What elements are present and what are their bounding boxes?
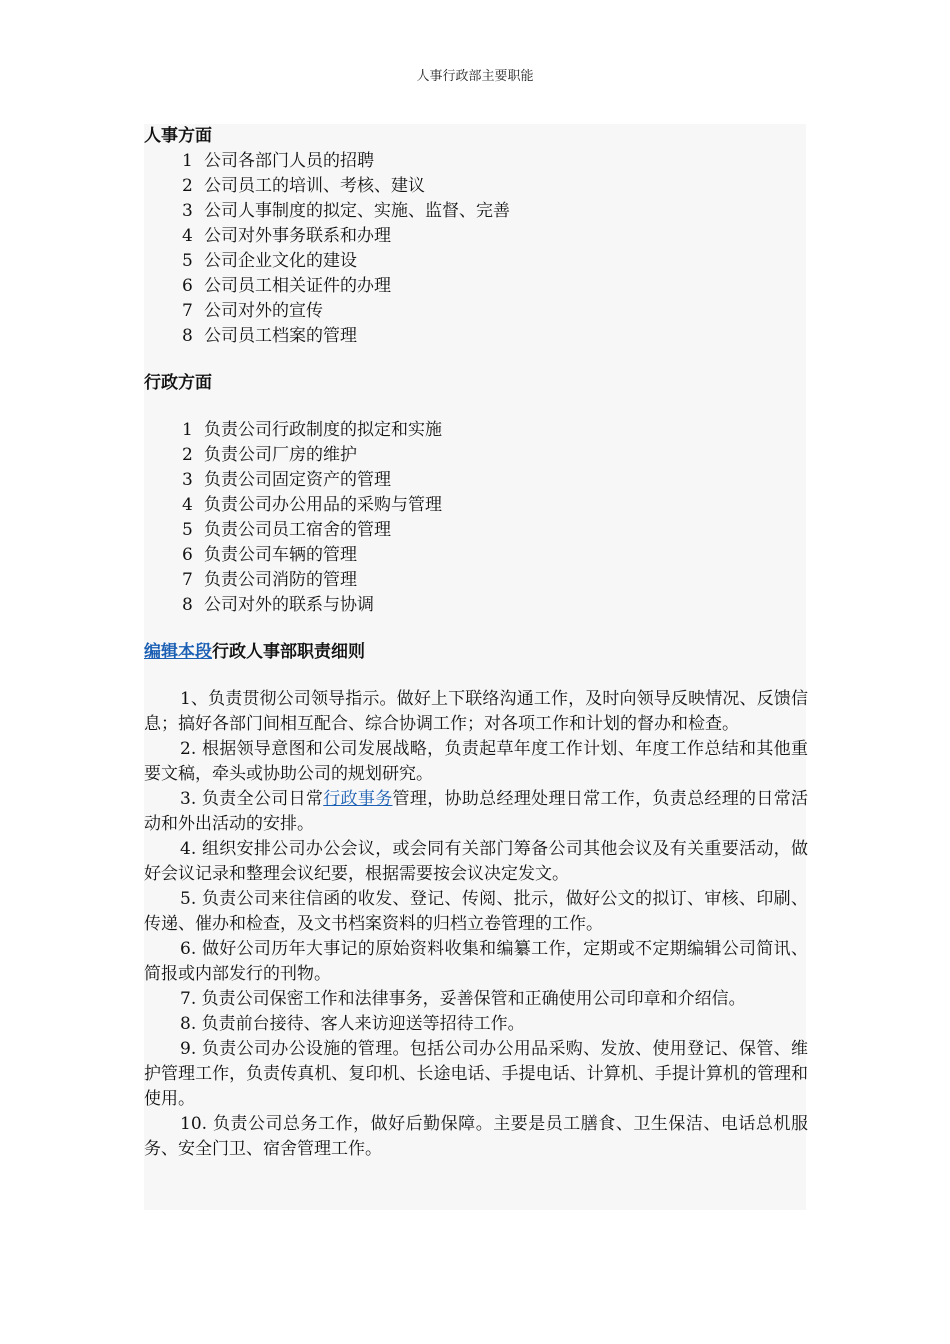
paragraph: 3. 负责全公司日常行政事务管理，协助总经理处理日常工作，负责总经理的日常活动和外出活动的安排。 [144, 789, 809, 834]
document-body [144, 124, 809, 1210]
paragraph: 6. 做好公司历年大事记的原始资料收集和编纂工作，定期或不定期编辑公司简讯、简报或内部发行的刊物。 [144, 939, 808, 984]
list-item: 3 公司人事制度的拟定、实施、监督、完善 [182, 201, 510, 221]
details-heading [144, 640, 365, 664]
personnel-heading: 人事方面 [144, 126, 212, 146]
admin-list [182, 418, 442, 618]
list-item: 6 负责公司车辆的管理 [182, 545, 357, 565]
list-item: 8 公司员工档案的管理 [182, 326, 357, 346]
paragraph: 2. 根据领导意图和公司发展战略，负责起草年度工作计划、年度工作总结和其他重要文稿，牵头或协助公司的规划研究。 [144, 739, 808, 784]
list-item: 1 负责公司行政制度的拟定和实施 [182, 420, 442, 440]
paragraph: 7. 负责公司保密工作和法律事务，妥善保管和正确使用公司印章和介绍信。 [180, 989, 746, 1009]
paragraph: 5. 负责公司来往信函的收发、登记、传阅、批示，做好公文的拟订、审核、印刷、传递、催办和检查，及文书档案资料的归档立卷管理的工作。 [144, 889, 808, 934]
list-item: 6 公司员工相关证件的办理 [182, 276, 391, 296]
paragraph: 9. 负责公司办公设施的管理。包括公司办公用品采购、发放、使用登记、保管、维护管理工作，负责传真机、复印机、长途电话、手提电话、计算机、手提计算机的管理和使用。 [144, 1039, 808, 1109]
list-item: 4 负责公司办公用品的采购与管理 [182, 495, 442, 515]
list-item: 2 负责公司厂房的维护 [182, 445, 357, 465]
list-item: 7 负责公司消防的管理 [182, 570, 357, 590]
paragraph: 10. 负责公司总务工作，做好后勤保障。主要是员工膳食、卫生保洁、电话总机服务、安全门卫、宿舍管理工作。 [144, 1114, 808, 1159]
list-item: 8 公司对外的联系与协调 [182, 595, 374, 615]
paragraph: 8. 负责前台接待、客人来访迎送等招待工作。 [180, 1014, 525, 1034]
list-item: 7 公司对外的宣传 [182, 301, 323, 321]
list-item: 5 公司企业文化的建设 [182, 251, 357, 271]
page-header: 人事行政部主要职能 [416, 69, 534, 84]
paragraph: 4. 组织安排公司办公会议，或会同有关部门筹备公司其他会议及有关重要活动，做好会议记录和整理会议纪要，根据需要按会议决定发文。 [144, 839, 808, 884]
list-item: 5 负责公司员工宿舍的管理 [182, 520, 391, 540]
list-item: 2 公司员工的培训、考核、建议 [182, 176, 425, 196]
paragraph: 1、负责贯彻公司领导指示。做好上下联络沟通工作，及时向领导反映情况、反馈信息；搞好各部门间相互配合、综合协调工作；对各项工作和计划的督办和检查。 [144, 689, 808, 734]
details-paragraphs [144, 687, 808, 1162]
edit-section-link[interactable]: 编辑本段 [144, 642, 212, 662]
admin-heading: 行政方面 [144, 373, 212, 393]
list-item: 1 公司各部门人员的招聘 [182, 151, 374, 171]
details-heading-text: 行政人事部职责细则 [212, 642, 365, 662]
list-item: 3 负责公司固定资产的管理 [182, 470, 391, 490]
admin-affairs-link[interactable]: 行政事务 [323, 789, 393, 809]
list-item: 4 公司对外事务联系和办理 [182, 226, 391, 246]
personnel-list [182, 149, 510, 349]
